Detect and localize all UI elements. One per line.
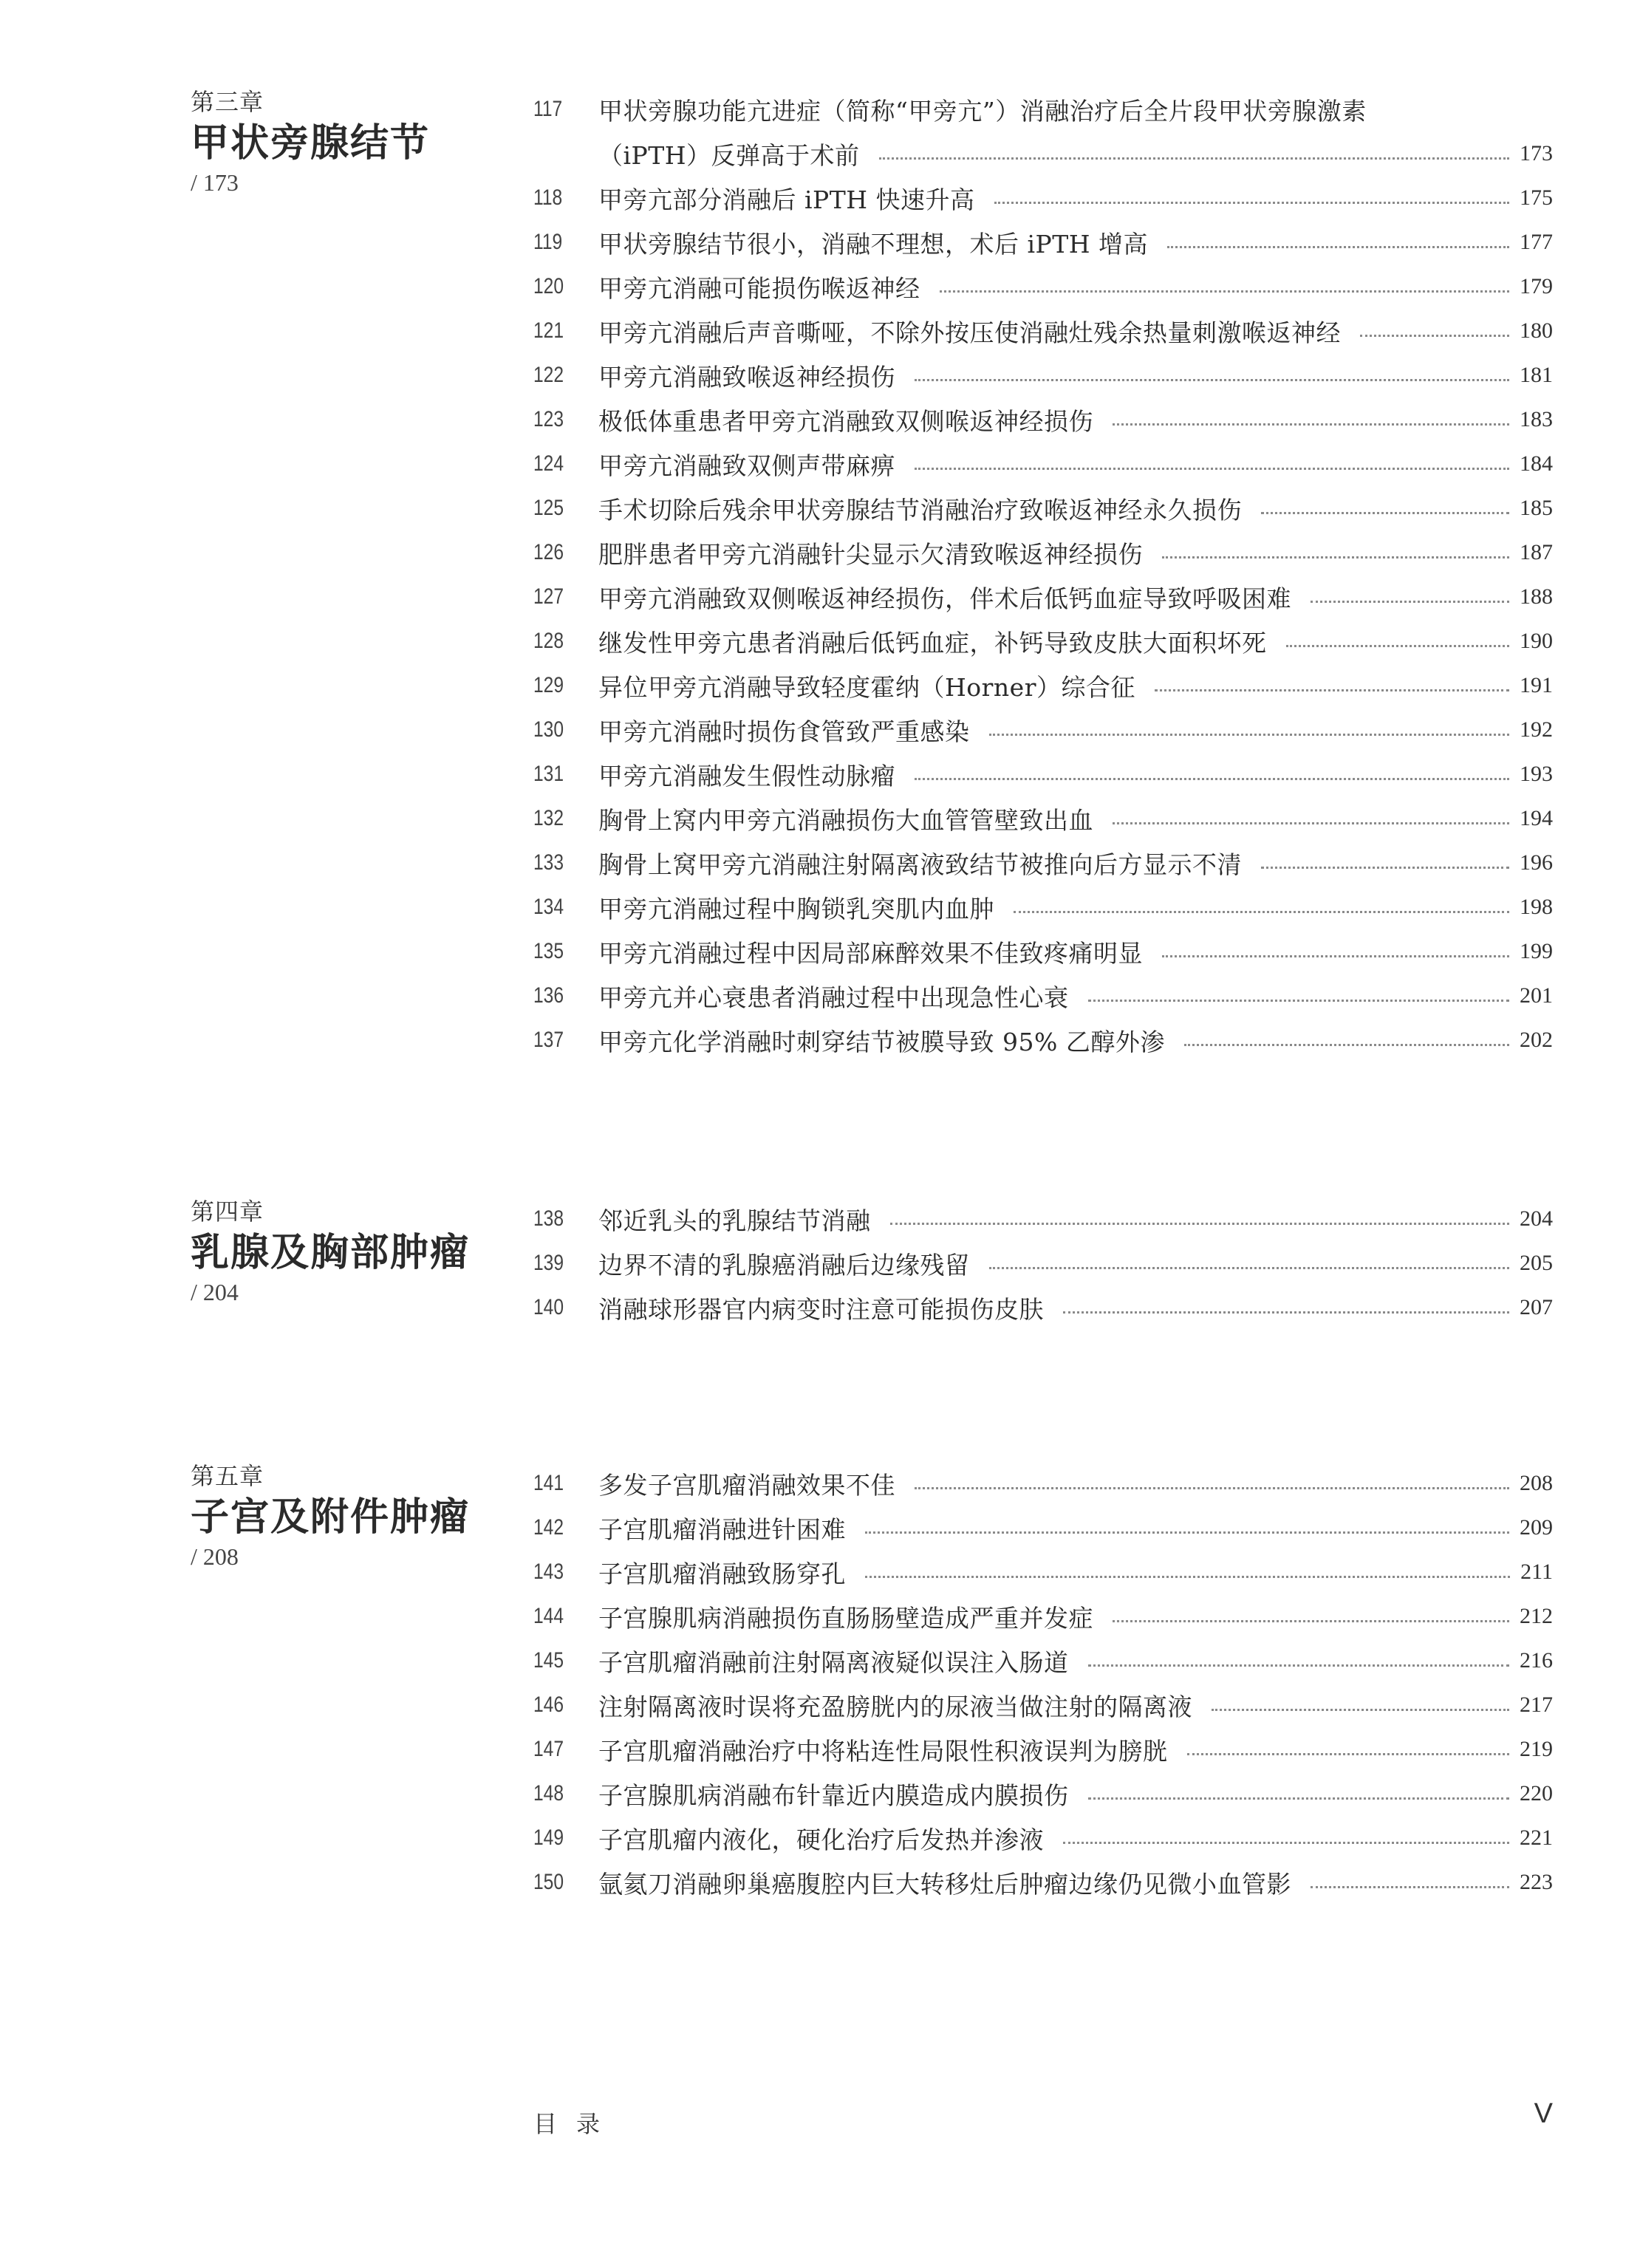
toc-entry[interactable] bbox=[533, 486, 1553, 530]
entry-number: 123 bbox=[533, 407, 564, 431]
chapter-heading bbox=[191, 1461, 516, 1571]
entry-title-row bbox=[598, 1777, 1553, 1811]
dot-leader bbox=[1184, 1044, 1509, 1046]
dot-leader bbox=[1088, 1000, 1510, 1002]
toc-entry[interactable] bbox=[533, 663, 1553, 708]
dot-leader bbox=[1360, 335, 1509, 337]
entry-number: 146 bbox=[533, 1693, 564, 1717]
dot-leader bbox=[915, 778, 1509, 780]
entry-title-row bbox=[598, 1466, 1553, 1501]
entry-title-row bbox=[598, 757, 1553, 792]
entry-title-row bbox=[598, 1023, 1553, 1058]
entry-number: 144 bbox=[533, 1604, 564, 1628]
dot-leader bbox=[994, 202, 1509, 204]
toc-entry[interactable] bbox=[533, 309, 1553, 353]
toc-entry[interactable] bbox=[533, 220, 1553, 264]
dot-leader bbox=[1014, 911, 1509, 913]
chapter-start-page: / 173 bbox=[191, 169, 239, 196]
entry-number: 121 bbox=[533, 318, 564, 343]
entry-page-number: 209 bbox=[1520, 1515, 1553, 1540]
entry-title: 多发子宫肌瘤消融效果不佳 bbox=[598, 1470, 895, 1500]
toc-entry[interactable] bbox=[533, 929, 1553, 974]
dot-leader bbox=[1187, 1753, 1510, 1755]
entry-title: 甲旁亢消融发生假性动脉瘤 bbox=[598, 761, 895, 790]
entry-title: 甲旁亢消融致双侧喉返神经损伤，伴术后低钙血症导致呼吸困难 bbox=[598, 584, 1291, 613]
entry-title-row bbox=[598, 1291, 1553, 1325]
entry-title: 肥胖患者甲旁亢消融针尖显示欠清致喉返神经损伤 bbox=[598, 539, 1143, 569]
entry-title-row bbox=[598, 358, 1553, 393]
entry-page-number: 208 bbox=[1520, 1471, 1553, 1495]
chapter-heading bbox=[191, 1197, 516, 1306]
toc-entry[interactable] bbox=[533, 1018, 1553, 1062]
toc-entry[interactable] bbox=[533, 1772, 1553, 1816]
entry-title-line-1: 甲状旁腺功能亢进症（简称“甲旁亢”）消融治疗后全片段甲状旁腺激素 bbox=[598, 96, 1367, 126]
dot-leader bbox=[1063, 1311, 1509, 1314]
dot-leader bbox=[1311, 1886, 1509, 1888]
dot-leader bbox=[879, 157, 1509, 160]
entry-page-number: 207 bbox=[1520, 1295, 1553, 1319]
chapter-label: 第三章 bbox=[191, 88, 264, 116]
toc-entry[interactable] bbox=[533, 1860, 1553, 1905]
toc-entry[interactable] bbox=[533, 87, 1553, 176]
entry-title: 手术切除后残余甲状旁腺结节消融治疗致喉返神经永久损伤 bbox=[598, 495, 1242, 525]
entry-title: 甲旁亢消融时损伤食管致严重感染 bbox=[598, 717, 970, 746]
toc-entry[interactable] bbox=[533, 974, 1553, 1018]
entry-number: 117 bbox=[533, 97, 563, 121]
entry-title: 子宫腺肌病消融布针靠近内膜造成内膜损伤 bbox=[598, 1780, 1069, 1810]
entry-title-row bbox=[598, 890, 1553, 925]
dot-leader bbox=[1162, 556, 1509, 559]
dot-leader bbox=[940, 290, 1510, 293]
entry-title: 胸骨上窝内甲旁亢消融损伤大血管管壁致出血 bbox=[598, 805, 1093, 835]
entry-number: 129 bbox=[533, 673, 564, 697]
entry-number: 143 bbox=[533, 1560, 564, 1584]
entry-title: 异位甲旁亢消融导致轻度霍纳（Horner）综合征 bbox=[598, 672, 1135, 702]
entry-number: 122 bbox=[533, 363, 564, 387]
entry-title: 甲旁亢消融过程中胸锁乳突肌内血肿 bbox=[598, 894, 994, 923]
toc-entry[interactable] bbox=[533, 708, 1553, 752]
entry-title: 甲旁亢消融可能损伤喉返神经 bbox=[598, 273, 920, 303]
toc-entry[interactable] bbox=[533, 796, 1553, 841]
entry-page-number: 205 bbox=[1520, 1251, 1553, 1275]
entry-title: 子宫肌瘤消融治疗中将粘连性局限性积液误判为膀胱 bbox=[598, 1736, 1168, 1766]
entry-page-number: 181 bbox=[1520, 363, 1553, 387]
toc-entry[interactable] bbox=[533, 442, 1553, 486]
entry-title-row bbox=[598, 447, 1553, 482]
entry-number: 139 bbox=[533, 1251, 564, 1275]
entry-page-number: 184 bbox=[1520, 451, 1553, 476]
entry-number: 130 bbox=[533, 717, 564, 742]
entry-page-number: 219 bbox=[1520, 1737, 1553, 1761]
entry-page-number: 183 bbox=[1520, 407, 1553, 431]
dot-leader bbox=[915, 379, 1509, 381]
entry-page-number: 196 bbox=[1520, 850, 1553, 875]
toc-entry[interactable] bbox=[533, 1506, 1553, 1550]
dot-leader bbox=[1088, 1797, 1510, 1800]
entry-page-number: 202 bbox=[1520, 1028, 1553, 1052]
entry-number: 148 bbox=[533, 1781, 564, 1806]
dot-leader bbox=[1311, 601, 1509, 603]
dot-leader bbox=[865, 1576, 1510, 1578]
dot-leader bbox=[1113, 1620, 1509, 1622]
toc-entry[interactable] bbox=[533, 619, 1553, 663]
entry-number: 133 bbox=[533, 850, 564, 875]
toc-entry[interactable] bbox=[533, 1285, 1553, 1330]
entry-page-number: 190 bbox=[1520, 629, 1553, 653]
entry-title-row bbox=[598, 1732, 1553, 1767]
entry-page-number: 180 bbox=[1520, 318, 1553, 343]
entry-title: 氩氦刀消融卵巢癌腹腔内巨大转移灶后肿瘤边缘仍见微小血管影 bbox=[598, 1869, 1291, 1899]
entry-number: 141 bbox=[533, 1471, 564, 1495]
entry-title-line-2: （iPTH）反弹高于术前 bbox=[598, 140, 860, 170]
entry-number: 134 bbox=[533, 895, 564, 919]
entry-title-row bbox=[598, 1688, 1553, 1723]
toc-entry[interactable] bbox=[533, 1241, 1553, 1285]
dot-leader bbox=[1162, 955, 1509, 957]
entry-title-row bbox=[598, 1511, 1553, 1545]
chapter-heading bbox=[191, 87, 516, 197]
entry-title: 子宫肌瘤消融进针困难 bbox=[598, 1514, 846, 1544]
entry-title: 子宫肌瘤消融致肠穿孔 bbox=[598, 1559, 846, 1588]
toc-entry[interactable] bbox=[533, 1197, 1553, 1241]
entry-page-number: 173 bbox=[1520, 141, 1553, 165]
entry-page-number: 192 bbox=[1520, 717, 1553, 742]
entry-title-row bbox=[598, 403, 1553, 437]
entry-title-row bbox=[598, 314, 1553, 349]
entry-page-number: 216 bbox=[1520, 1648, 1553, 1673]
entry-page-number: 191 bbox=[1520, 673, 1553, 697]
entry-title: 子宫腺肌病消融损伤直肠肠壁造成严重并发症 bbox=[598, 1603, 1093, 1633]
entry-number: 126 bbox=[533, 540, 564, 564]
entry-number: 140 bbox=[533, 1295, 564, 1319]
entry-title-row bbox=[598, 669, 1553, 703]
chapter-start-page: / 204 bbox=[191, 1279, 239, 1305]
entry-page-number: 177 bbox=[1520, 230, 1553, 254]
dot-leader bbox=[1063, 1842, 1509, 1844]
entry-title-row bbox=[598, 181, 1553, 216]
entry-number: 119 bbox=[533, 230, 563, 254]
entry-number: 120 bbox=[533, 274, 564, 298]
chapter-title: 乳腺及胸部肿瘤 bbox=[191, 1231, 471, 1275]
chapter-title: 甲状旁腺结节 bbox=[191, 121, 431, 165]
toc-entry[interactable] bbox=[533, 1816, 1553, 1860]
entry-title: 子宫肌瘤内液化，硬化治疗后发热并渗液 bbox=[598, 1825, 1044, 1854]
entry-title-row bbox=[598, 1821, 1553, 1856]
toc-entry[interactable] bbox=[533, 264, 1553, 309]
toc-entry[interactable] bbox=[533, 1639, 1553, 1683]
entry-title: 极低体重患者甲旁亢消融致双侧喉返神经损伤 bbox=[598, 406, 1093, 436]
entry-title-row bbox=[598, 1555, 1553, 1590]
entry-page-number: 221 bbox=[1520, 1825, 1553, 1850]
entry-number: 147 bbox=[533, 1737, 564, 1761]
entry-title: 继发性甲旁亢患者消融后低钙血症，补钙导致皮肤大面积坏死 bbox=[598, 628, 1267, 657]
entry-title-row bbox=[598, 1202, 1553, 1237]
toc-entry[interactable] bbox=[533, 397, 1553, 442]
entry-title-row bbox=[598, 225, 1553, 260]
entry-number: 131 bbox=[533, 762, 564, 786]
entry-page-number: 217 bbox=[1520, 1693, 1553, 1717]
entry-title: 注射隔离液时误将充盈膀胱内的尿液当做注射的隔离液 bbox=[598, 1692, 1192, 1721]
entry-title-row bbox=[598, 580, 1553, 615]
entry-page-number: 220 bbox=[1520, 1781, 1553, 1806]
entry-title: 子宫肌瘤消融前注射隔离液疑似误注入肠道 bbox=[598, 1647, 1069, 1677]
entry-page-number: 204 bbox=[1520, 1206, 1553, 1231]
entry-page-number: 175 bbox=[1520, 185, 1553, 210]
chapter-label: 第五章 bbox=[191, 1462, 264, 1490]
dot-leader bbox=[1088, 1664, 1510, 1667]
entry-page-number: 201 bbox=[1520, 983, 1553, 1008]
entry-title-row bbox=[598, 624, 1553, 659]
entry-title: 甲状旁腺结节很小，消融不理想，术后 iPTH 增高 bbox=[598, 229, 1149, 259]
dot-leader bbox=[1113, 423, 1509, 426]
entry-title-row bbox=[598, 935, 1553, 969]
entry-page-number: 198 bbox=[1520, 895, 1553, 919]
entry-title: 甲旁亢消融后声音嘶哑，不除外按压使消融灶残余热量刺激喉返神经 bbox=[598, 318, 1341, 347]
entry-number: 124 bbox=[533, 451, 564, 476]
toc-entry-list bbox=[533, 1197, 1553, 1330]
toc-entry[interactable] bbox=[533, 1550, 1553, 1594]
entry-number: 125 bbox=[533, 496, 564, 520]
entry-title: 甲旁亢消融致喉返神经损伤 bbox=[598, 362, 895, 392]
dot-leader bbox=[865, 1531, 1509, 1534]
entry-number: 138 bbox=[533, 1206, 564, 1231]
toc-entry[interactable] bbox=[533, 841, 1553, 885]
entry-title-row bbox=[598, 270, 1553, 304]
entry-number: 145 bbox=[533, 1648, 564, 1673]
chapter-title: 子宫及附件肿瘤 bbox=[191, 1495, 471, 1540]
entry-title-row bbox=[598, 979, 1553, 1014]
entry-title-block bbox=[598, 87, 1553, 176]
entry-title: 胸骨上窝甲旁亢消融注射隔离液致结节被推向后方显示不清 bbox=[598, 850, 1242, 879]
dot-leader bbox=[1261, 867, 1509, 869]
entry-number: 149 bbox=[533, 1825, 564, 1850]
entry-page-number: 223 bbox=[1520, 1870, 1553, 1894]
entry-title-row bbox=[598, 802, 1553, 836]
toc-entry[interactable] bbox=[533, 575, 1553, 619]
toc-entry[interactable] bbox=[533, 1461, 1553, 1506]
dot-leader bbox=[915, 468, 1509, 470]
toc-entry-list bbox=[533, 1461, 1553, 1905]
entry-page-number: 194 bbox=[1520, 806, 1553, 830]
entry-page-number: 188 bbox=[1520, 584, 1553, 609]
entry-title-row bbox=[598, 1865, 1553, 1900]
dot-leader bbox=[1261, 512, 1509, 514]
entry-title: 边界不清的乳腺癌消融后边缘残留 bbox=[598, 1250, 970, 1280]
entry-title: 甲旁亢化学消融时刺穿结节被膜导致 95% 乙醇外渗 bbox=[598, 1027, 1165, 1056]
entry-number: 136 bbox=[533, 983, 564, 1008]
toc-entry[interactable] bbox=[533, 530, 1553, 575]
entry-title-row bbox=[598, 536, 1553, 570]
entry-title: 消融球形器官内病变时注意可能损伤皮肤 bbox=[598, 1294, 1044, 1324]
entry-page-number: 212 bbox=[1520, 1604, 1553, 1628]
dot-leader bbox=[1113, 822, 1509, 824]
toc-entry[interactable] bbox=[533, 885, 1553, 929]
toc-entry[interactable] bbox=[533, 752, 1553, 796]
entry-page-number: 185 bbox=[1520, 496, 1553, 520]
entry-number: 127 bbox=[533, 584, 564, 609]
footer-section-label: 目录 bbox=[533, 2110, 620, 2138]
entry-page-number: 179 bbox=[1520, 274, 1553, 298]
dot-leader bbox=[989, 1267, 1510, 1269]
toc-entry[interactable] bbox=[533, 176, 1553, 220]
toc-entry[interactable] bbox=[533, 1594, 1553, 1639]
entry-number: 118 bbox=[533, 185, 563, 210]
dot-leader bbox=[1155, 689, 1509, 691]
chapter-label: 第四章 bbox=[191, 1198, 264, 1226]
entry-number: 132 bbox=[533, 806, 564, 830]
entry-title: 邻近乳头的乳腺结节消融 bbox=[598, 1206, 871, 1235]
entry-number: 137 bbox=[533, 1028, 564, 1052]
entry-number: 135 bbox=[533, 939, 564, 963]
toc-entry[interactable] bbox=[533, 1727, 1553, 1772]
entry-title-row bbox=[598, 1599, 1553, 1634]
entry-number: 128 bbox=[533, 629, 564, 653]
entry-title-row bbox=[598, 491, 1553, 526]
dot-leader bbox=[890, 1223, 1510, 1225]
entry-page-number: 211 bbox=[1520, 1560, 1553, 1584]
dot-leader bbox=[1286, 645, 1510, 647]
entry-page-number: 199 bbox=[1520, 939, 1553, 963]
dot-leader bbox=[1212, 1709, 1509, 1711]
footer-page-number: V bbox=[1534, 2098, 1553, 2129]
entry-number: 150 bbox=[533, 1870, 564, 1894]
entry-title: 甲旁亢并心衰患者消融过程中出现急性心衰 bbox=[598, 983, 1069, 1012]
entry-title: 甲旁亢消融致双侧声带麻痹 bbox=[598, 451, 895, 480]
entry-title-row bbox=[598, 713, 1553, 748]
entry-title: 甲旁亢消融过程中因局部麻醉效果不佳致疼痛明显 bbox=[598, 938, 1143, 968]
entry-title: 甲旁亢部分消融后 iPTH 快速升高 bbox=[598, 185, 975, 214]
entry-title-row bbox=[598, 846, 1553, 881]
entry-title-row bbox=[598, 1246, 1553, 1281]
toc-entry-list bbox=[533, 87, 1553, 1062]
entry-title-row bbox=[598, 1644, 1553, 1678]
entry-page-number: 187 bbox=[1520, 540, 1553, 564]
entry-number: 142 bbox=[533, 1515, 564, 1540]
chapter-start-page: / 208 bbox=[191, 1543, 239, 1570]
entry-page-number: 193 bbox=[1520, 762, 1553, 786]
toc-entry[interactable] bbox=[533, 353, 1553, 397]
dot-leader bbox=[915, 1487, 1509, 1489]
dot-leader bbox=[989, 734, 1510, 736]
dot-leader bbox=[1167, 246, 1509, 248]
toc-entry[interactable] bbox=[533, 1683, 1553, 1727]
